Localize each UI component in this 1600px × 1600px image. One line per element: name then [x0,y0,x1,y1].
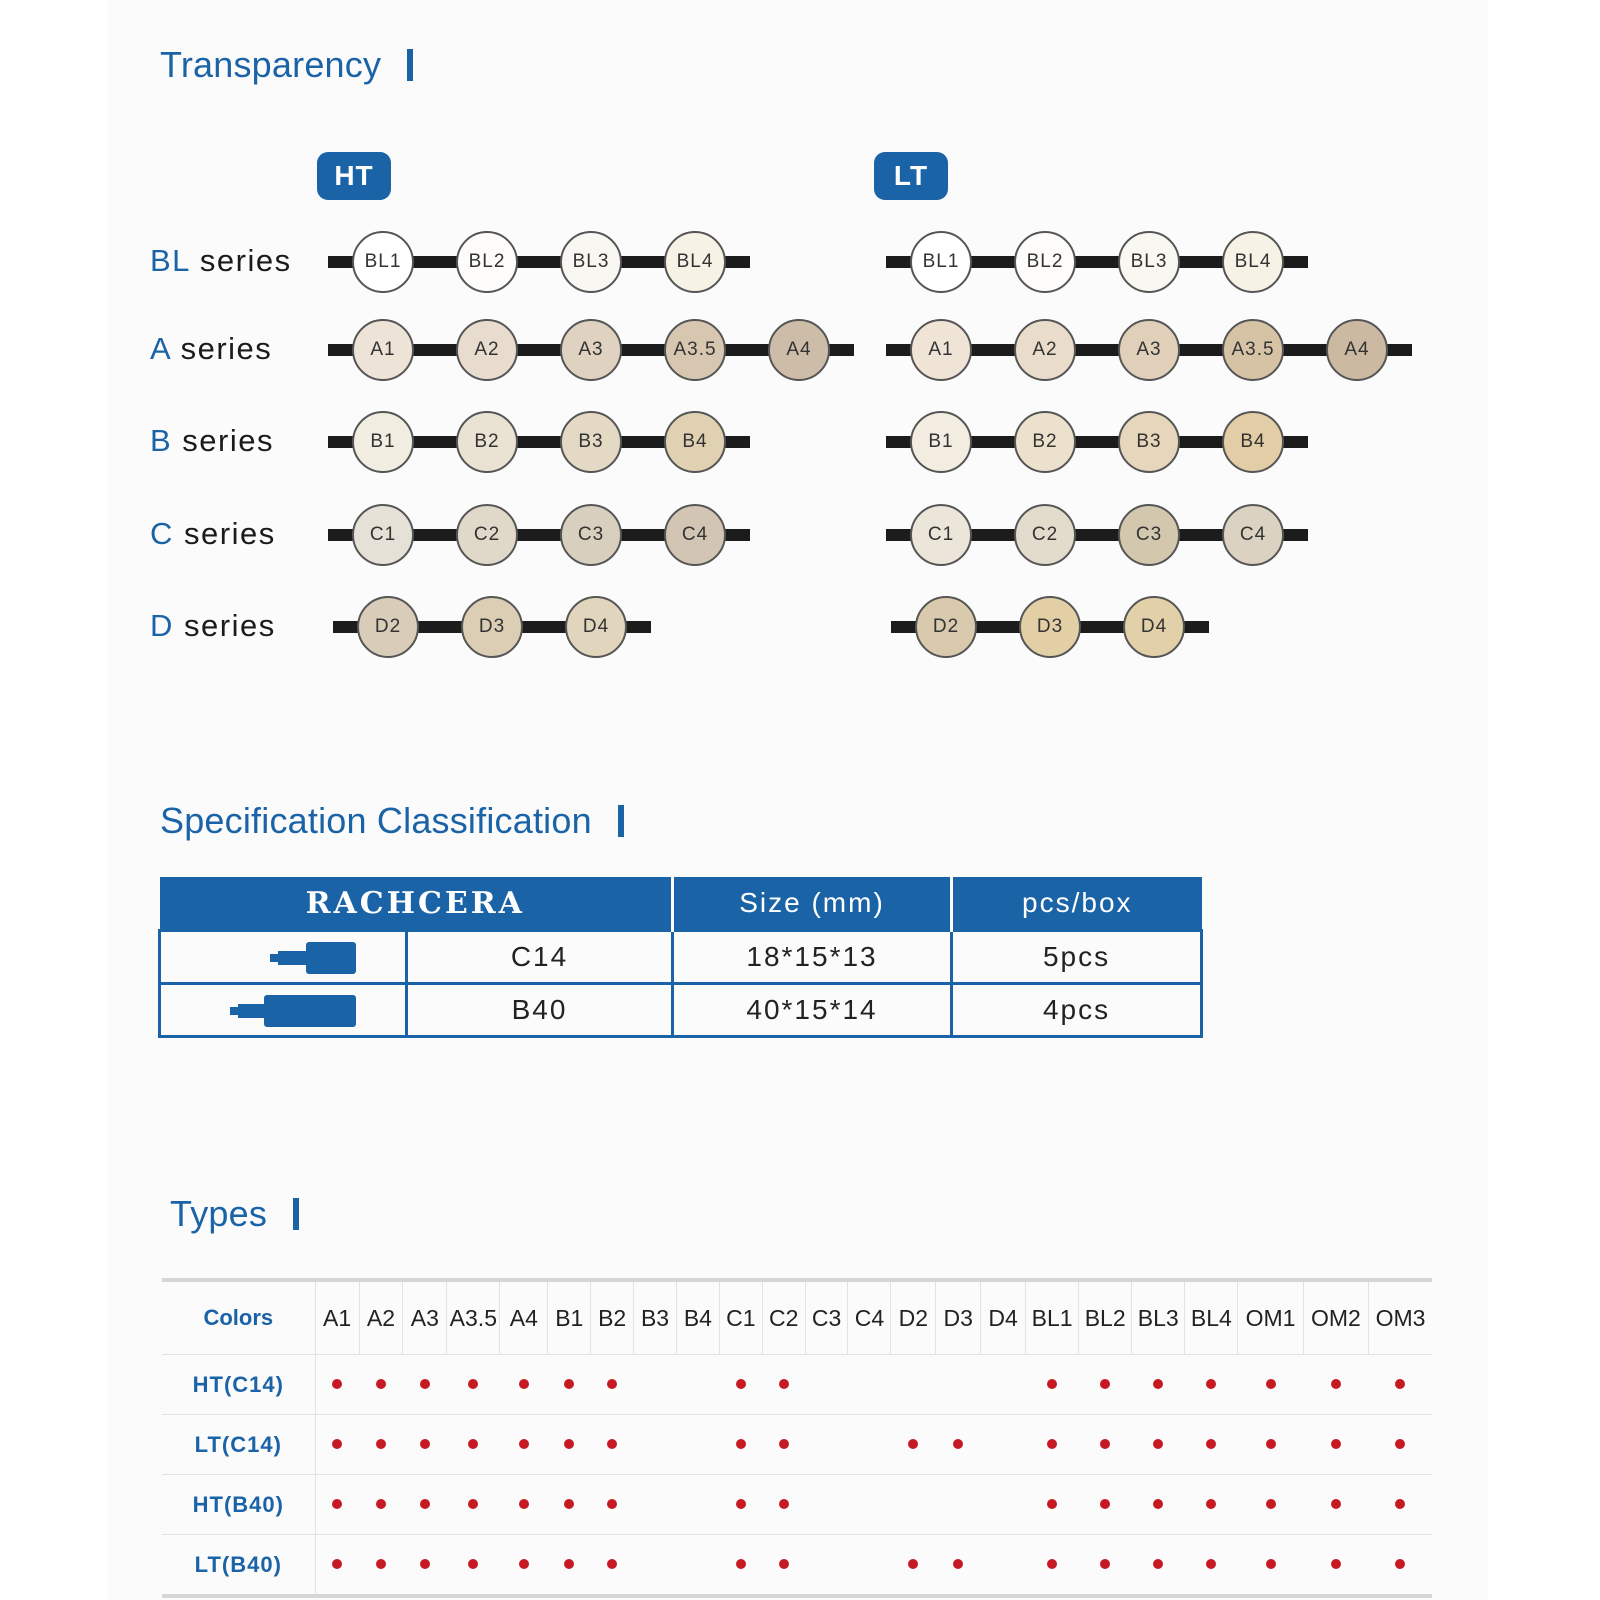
series-prefix: B [150,423,173,458]
ht-shade-disc: B4 [664,411,726,473]
series-label [150,608,276,644]
availability-cell [1369,1415,1432,1475]
availability-cell [981,1355,1026,1415]
availability-cell [676,1475,719,1535]
model-cell: B40 [407,984,673,1037]
availability-dot [420,1559,430,1569]
lt-shade-disc: A2 [1014,319,1076,381]
spec-title: Specification Classification [160,800,624,842]
shade-column-header: OM3 [1369,1280,1432,1355]
availability-cell [936,1355,981,1415]
lt-shade-disc: A3 [1118,319,1180,381]
shade-column-header: OM1 [1238,1280,1303,1355]
series-word: series [173,608,276,643]
types-row-label: HT(C14) [162,1355,315,1415]
availability-dot [1100,1499,1110,1509]
availability-cell [1303,1475,1368,1535]
availability-dot [736,1499,746,1509]
availability-dot [1206,1499,1216,1509]
title-bar [618,805,624,837]
availability-dot [420,1439,430,1449]
availability-cell [634,1415,677,1475]
availability-cell [1303,1415,1368,1475]
availability-cell [805,1355,848,1415]
availability-cell [1026,1355,1079,1415]
availability-cell [634,1475,677,1535]
availability-cell [676,1415,719,1475]
size-header: Size (mm) [673,877,952,931]
lt-shade-disc: BL3 [1118,231,1180,293]
availability-cell [676,1535,719,1597]
shade-column-header: A4 [500,1280,548,1355]
availability-dot [1100,1439,1110,1449]
ht-shade-disc: C3 [560,504,622,566]
availability-dot [420,1499,430,1509]
types-header-row [162,1280,1432,1355]
availability-cell [1185,1415,1238,1475]
pcs-cell: 4pcs [952,984,1202,1037]
types-row-label: LT(C14) [162,1415,315,1475]
shade-column-header: C2 [762,1280,805,1355]
availability-cell [1238,1475,1303,1535]
b40-block-icon [230,995,356,1027]
lt-shade-disc: BL1 [910,231,972,293]
availability-dot [736,1439,746,1449]
availability-dot [953,1439,963,1449]
types-row [162,1475,1432,1535]
spec-row [160,984,1202,1037]
series-prefix: D [150,608,174,643]
availability-dot [420,1379,430,1389]
availability-cell [1185,1355,1238,1415]
lt-shade-disc: C2 [1014,504,1076,566]
availability-cell [1369,1355,1432,1415]
lt-shade-disc: D2 [915,596,977,658]
title-bar [407,49,413,81]
availability-dot [1266,1439,1276,1449]
availability-cell [981,1475,1026,1535]
availability-cell [500,1355,548,1415]
availability-cell [403,1355,447,1415]
availability-cell [848,1535,891,1597]
shade-column-header: D4 [981,1280,1026,1355]
spec-header-row [160,877,1202,931]
availability-dot [332,1439,342,1449]
shade-column-header: C1 [719,1280,762,1355]
ht-shade-disc: D2 [357,596,419,658]
availability-cell [359,1535,403,1597]
availability-dot [779,1559,789,1569]
availability-cell [891,1475,936,1535]
lt-shade-disc: C1 [910,504,972,566]
ht-shade-disc: D4 [565,596,627,658]
availability-cell [359,1415,403,1475]
availability-cell [1079,1475,1132,1535]
types-row [162,1415,1432,1475]
availability-cell [1238,1415,1303,1475]
availability-cell [1303,1535,1368,1597]
availability-cell [719,1415,762,1475]
ht-shade-disc: D3 [461,596,523,658]
ht-shade-disc: A2 [456,319,518,381]
shade-column-header: BL4 [1185,1280,1238,1355]
availability-dot [1047,1379,1057,1389]
availability-cell [447,1415,500,1475]
availability-dot [1206,1559,1216,1569]
shade-column-header: OM2 [1303,1280,1368,1355]
availability-cell [1369,1535,1432,1597]
availability-dot [1153,1379,1163,1389]
block-icon-cell [160,931,407,984]
ht-shade-disc: B3 [560,411,622,473]
availability-dot [736,1379,746,1389]
availability-dot [332,1499,342,1509]
availability-dot [468,1559,478,1569]
types-row-label: HT(B40) [162,1475,315,1535]
availability-cell [1238,1355,1303,1415]
availability-dot [1047,1559,1057,1569]
availability-cell [936,1535,981,1597]
series-word: series [172,423,274,458]
series-word: series [170,331,273,366]
size-cell: 18*15*13 [673,931,952,984]
availability-cell [1303,1355,1368,1415]
lt-shade-disc: A4 [1326,319,1388,381]
availability-dot [376,1379,386,1389]
lt-shade-disc: C3 [1118,504,1180,566]
spec-table [158,877,1203,1038]
ht-shade-disc: A3.5 [664,319,726,381]
transparency-title: Transparency [160,44,413,86]
availability-dot [1266,1559,1276,1569]
ht-shade-disc: A1 [352,319,414,381]
colors-header: Colors [162,1280,315,1355]
availability-cell [447,1535,500,1597]
shade-column-header: BL2 [1079,1280,1132,1355]
availability-dot [736,1559,746,1569]
availability-dot [332,1559,342,1569]
ht-shade-disc: A3 [560,319,622,381]
lt-shade-disc: BL2 [1014,231,1076,293]
availability-dot [1395,1439,1405,1449]
lt-badge: LT [874,152,948,200]
block-icon-cell [160,984,407,1037]
availability-dot [908,1439,918,1449]
availability-dot [1153,1499,1163,1509]
series-prefix: A [150,331,171,366]
availability-cell [315,1535,359,1597]
pcs-cell: 5pcs [952,931,1202,984]
availability-cell [1185,1475,1238,1535]
ht-shade-disc: C2 [456,504,518,566]
shade-column-header: B2 [591,1280,634,1355]
availability-dot [779,1439,789,1449]
shade-column-header: B3 [634,1280,677,1355]
availability-dot [564,1379,574,1389]
availability-cell [591,1355,634,1415]
availability-cell [403,1535,447,1597]
availability-dot [1395,1559,1405,1569]
availability-cell [447,1355,500,1415]
availability-dot [519,1499,529,1509]
availability-cell [762,1475,805,1535]
availability-cell [634,1355,677,1415]
availability-dot [779,1499,789,1509]
availability-dot [1047,1439,1057,1449]
availability-cell [548,1355,591,1415]
ht-shade-disc: BL3 [560,231,622,293]
ht-shade-disc: C4 [664,504,726,566]
lt-shade-disc: B4 [1222,411,1284,473]
availability-dot [1331,1559,1341,1569]
availability-dot [953,1559,963,1569]
shade-column-header: B4 [676,1280,719,1355]
availability-dot [1100,1379,1110,1389]
ht-badge: HT [317,152,391,200]
availability-dot [1206,1439,1216,1449]
lt-shade-disc: A3.5 [1222,319,1284,381]
availability-cell [891,1415,936,1475]
lt-shade-disc: B2 [1014,411,1076,473]
availability-cell [447,1475,500,1535]
availability-cell [719,1535,762,1597]
availability-cell [936,1475,981,1535]
availability-dot [564,1499,574,1509]
shade-column-header: C4 [848,1280,891,1355]
availability-cell [1026,1535,1079,1597]
availability-cell [548,1475,591,1535]
availability-dot [1395,1379,1405,1389]
series-label [150,516,276,552]
series-word: series [189,243,292,278]
availability-cell [1132,1475,1185,1535]
availability-cell [848,1475,891,1535]
availability-dot [1206,1379,1216,1389]
series-prefix: BL [150,243,190,278]
ht-shade-disc: A4 [768,319,830,381]
availability-dot [607,1439,617,1449]
availability-cell [891,1355,936,1415]
availability-cell [762,1535,805,1597]
brand-logo: RACHCERA [160,877,673,931]
ht-shade-disc: BL1 [352,231,414,293]
availability-dot [1331,1379,1341,1389]
series-label [150,423,274,459]
availability-dot [376,1559,386,1569]
availability-cell [1185,1535,1238,1597]
availability-dot [1153,1439,1163,1449]
shade-column-header: B1 [548,1280,591,1355]
shade-column-header: A3 [403,1280,447,1355]
ht-shade-disc: B2 [456,411,518,473]
ht-shade-disc: C1 [352,504,414,566]
availability-dot [519,1379,529,1389]
availability-cell [403,1475,447,1535]
shade-column-header: D3 [936,1280,981,1355]
availability-cell [719,1475,762,1535]
shade-column-header: A3.5 [447,1280,500,1355]
lt-shade-disc: D3 [1019,596,1081,658]
availability-cell [591,1535,634,1597]
types-row [162,1535,1432,1597]
model-cell: C14 [407,931,673,984]
shade-column-header: A1 [315,1280,359,1355]
shade-column-header: BL3 [1132,1280,1185,1355]
shade-column-header: D2 [891,1280,936,1355]
shade-column-header: C3 [805,1280,848,1355]
availability-cell [891,1535,936,1597]
availability-cell [936,1415,981,1475]
availability-cell [315,1355,359,1415]
availability-cell [403,1415,447,1475]
availability-cell [981,1415,1026,1475]
ht-shade-disc: B1 [352,411,414,473]
series-prefix: C [150,516,174,551]
availability-dot [1266,1499,1276,1509]
availability-cell [1026,1415,1079,1475]
pcs-header: pcs/box [952,877,1202,931]
availability-dot [779,1379,789,1389]
availability-dot [1153,1559,1163,1569]
lt-shade-disc: C4 [1222,504,1284,566]
lt-shade-disc: B3 [1118,411,1180,473]
availability-dot [908,1559,918,1569]
availability-cell [315,1415,359,1475]
lt-shade-disc: D4 [1123,596,1185,658]
availability-cell [1079,1355,1132,1415]
availability-dot [1047,1499,1057,1509]
lt-shade-disc: BL4 [1222,231,1284,293]
availability-cell [1132,1415,1185,1475]
availability-cell [719,1355,762,1415]
series-label [150,331,272,367]
availability-cell [591,1415,634,1475]
availability-dot [376,1499,386,1509]
availability-dot [1331,1499,1341,1509]
availability-dot [1331,1439,1341,1449]
availability-cell [359,1475,403,1535]
availability-cell [500,1415,548,1475]
availability-cell [591,1475,634,1535]
availability-dot [519,1439,529,1449]
availability-dot [519,1559,529,1569]
availability-dot [468,1439,478,1449]
shade-column-header: A2 [359,1280,403,1355]
ht-shade-disc: BL2 [456,231,518,293]
availability-cell [762,1415,805,1475]
availability-dot [1395,1499,1405,1509]
types-title: Types [170,1193,299,1235]
lt-shade-disc: B1 [910,411,972,473]
availability-cell [805,1475,848,1535]
availability-cell [1369,1475,1432,1535]
types-row [162,1355,1432,1415]
availability-dot [607,1559,617,1569]
availability-cell [1079,1535,1132,1597]
availability-cell [500,1535,548,1597]
availability-cell [805,1415,848,1475]
lt-shade-disc: A1 [910,319,972,381]
availability-cell [848,1415,891,1475]
availability-dot [607,1499,617,1509]
types-row-label: LT(B40) [162,1535,315,1597]
series-word: series [173,516,276,551]
availability-dot [468,1379,478,1389]
title-bar [293,1198,299,1230]
availability-cell [1026,1475,1079,1535]
spec-row [160,931,1202,984]
shade-column-header: BL1 [1026,1280,1079,1355]
availability-dot [607,1379,617,1389]
ht-shade-disc: BL4 [664,231,726,293]
types-table [162,1278,1432,1598]
availability-dot [1100,1559,1110,1569]
availability-dot [564,1439,574,1449]
availability-dot [468,1499,478,1509]
availability-cell [634,1535,677,1597]
availability-cell [548,1535,591,1597]
availability-dot [564,1559,574,1569]
availability-cell [1238,1535,1303,1597]
availability-cell [1079,1415,1132,1475]
availability-cell [805,1535,848,1597]
availability-cell [359,1355,403,1415]
series-label [150,243,292,279]
availability-cell [676,1355,719,1415]
availability-cell [315,1475,359,1535]
availability-dot [1266,1379,1276,1389]
availability-cell [500,1475,548,1535]
availability-cell [1132,1535,1185,1597]
availability-cell [762,1355,805,1415]
availability-cell [848,1355,891,1415]
availability-dot [376,1439,386,1449]
availability-cell [548,1415,591,1475]
c14-block-icon [270,942,356,974]
availability-cell [981,1535,1026,1597]
availability-cell [1132,1355,1185,1415]
availability-dot [332,1379,342,1389]
size-cell: 40*15*14 [673,984,952,1037]
